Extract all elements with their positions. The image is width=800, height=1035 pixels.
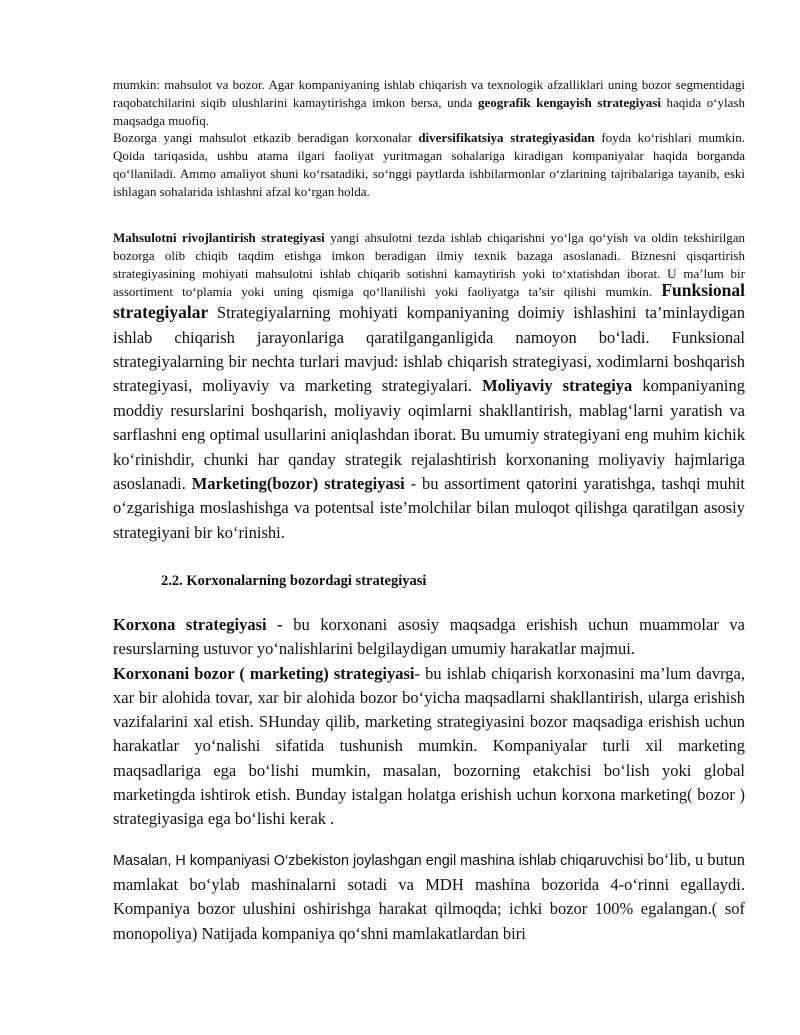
text-run: bu korxonani asosiy maqsadga erishish uchun muammolar va resurslarning ustuvor yo‘nalishlarini belgilaydigan umumiy harakatlar majmui. [113,615,745,659]
body-text-top [113,76,745,201]
paragraph-product-development [113,229,745,545]
text-run: haqida o‘ylash maqsadga muofiq. [113,94,745,128]
text-run: - bu ishlab chiqarish korxonasini ma’lum davrga, xar bir alohida tovar, xar bir alohida bozor bo‘yicha maqsadlarni shakllantirish, ularga erishish vazifalarini xal etish. SHunday qilib, marketing strategiyasini bozor maqsadiga erishish uchun harakatlar yo‘nalishi sifatida tushunish mumkin. Kompaniyalar turli xil marketing maqsadlariga ega bo‘lishi mumkin, masalan, bozorning etakchisi bo‘lish yoki global marketingda ishtirok etish. Bunday istalgan holatga erishish uchun korxona marketing( bozor ) strategiyasiga ega bo‘lishi kerak . [113,663,745,829]
text-run: Bozorga yangi mahsulot etkazib beradigan korxonalar [113,130,419,146]
body-text-bottom [113,613,745,832]
section-heading: 2.2. Korxonalarning bozordagi strategiyasi [161,573,427,589]
bold-term: Marketing(bozor) strategiyasi [191,474,405,494]
bold-term: Funksional strategiyalar [113,280,745,323]
text-run: kompaniyaning moddiy resurslarini boshqarish, moliyaviy oqimlarni shakllantirish, mablag‘larni yaratish va sarflashni eng optimal usullarini aniqlashdan iborat. Bu umumiy strategiyani eng muhim kichik ko‘rinishdir, chunki har qanday strategik rejalashtirish korxonaning moliyaviy hajmlariga asoslanadi. [113,376,745,494]
bold-term: Korxona strategiyasi - [113,615,283,634]
text-run: yangi ahsulotni tezda ishlab chiqarishni yo‘lga qo‘yish va oldin tekshirilgan bozorga olib chiqib taqdim etishga imkon beradigan ilmiy texnik bazaga asoslanadi. Biznesni qisqartirish strategiyasining mohiyati mahsulotni ishlab chiqarib sotishni kamaytirish yoki to‘xtatishdan iborat. U ma’lum bir assortiment to‘plamia yoki uning qismiga qo‘llanilishi yoki faoliyatga ta’sir qilishi mumkin. [113,230,746,300]
body-text-example [113,848,745,946]
text-run: foyda ko‘rishlari mumkin. Qoida tariqasida, ushbu atama ilgari faoliyat yuritmagan sohalariga kiradigan kompaniyalar haqida borganda qo‘llaniladi. Ammo amaliyot shuni ko‘rsatadiki, so‘nggi paytlarda ishbilarmonlar o‘zlarining tajribalariga tayanib, eski ishlagan sohalarida ishlashni afzal ko‘rgan holda. [113,130,745,199]
text-run: Strategiyalarning mohiyati kompaniyaning doimiy ishlashini ta’minlaydigan ishlab chiqarish jarayonlariga qaratilganganligida namoyon bo‘ladi. Funksional strategiyalarning bir nechta turlari mavjud: ishlab chiqarish strategiyasi, xodimlarni boshqarish strategiyasi, moliyaviy va marketing strategiyalari. [113,303,745,396]
text-run: Masalan, H kompaniyasi O‘zbekiston joylashgan engil mashina ishlab chiqaruvchisi [113,853,648,869]
bold-term: Moliyaviy strategiya [482,376,633,396]
paragraph-market-strategy [113,662,745,832]
paragraph-example [113,848,745,946]
body-text-mixed [113,229,745,545]
text-run: bo‘lib, u butun mamlakat bo‘ylab mashinalarni sotadi va MDH mashina bozorida 4-o‘rinni egallaydi. Kompaniya bozor ulushini oshirishga harakat qilmoqda; ichki bozor 100% egalangan.( sof monopoliya) Natijada kompaniya qo‘shni mamlakatlardan biri [113,850,746,943]
text-run: mumkin: mahsulot va bozor. Agar kompaniyaning ishlab chiqarish va texnologik afzalliklari uning bozor segmentidagi raqobatchilarini siqib ulushlarini kamaytirishga imkon bersa, unda [113,77,745,110]
paragraph-diversification [113,129,745,200]
bold-term: Korxonani bozor ( marketing) strategiyasi [113,663,415,683]
bold-term: geografik kengayish strategiyasi [477,94,661,110]
text-run: - bu assortiment qatorini yaratishga, tashqi muhit o‘zgarishiga moslashishga va potentsal iste’molchilar bilan muloqot qilishga qaratilgan asosiy strategiyani bir ko‘rinishi. [113,474,746,542]
paragraph-geographic-expansion [113,76,745,129]
bold-term: diversifikatsiya strategiyasidan [418,130,595,146]
bold-term: Mahsulotni rivojlantirish strategiyasi [113,230,325,245]
paragraph-enterprise-strategy [113,613,745,662]
